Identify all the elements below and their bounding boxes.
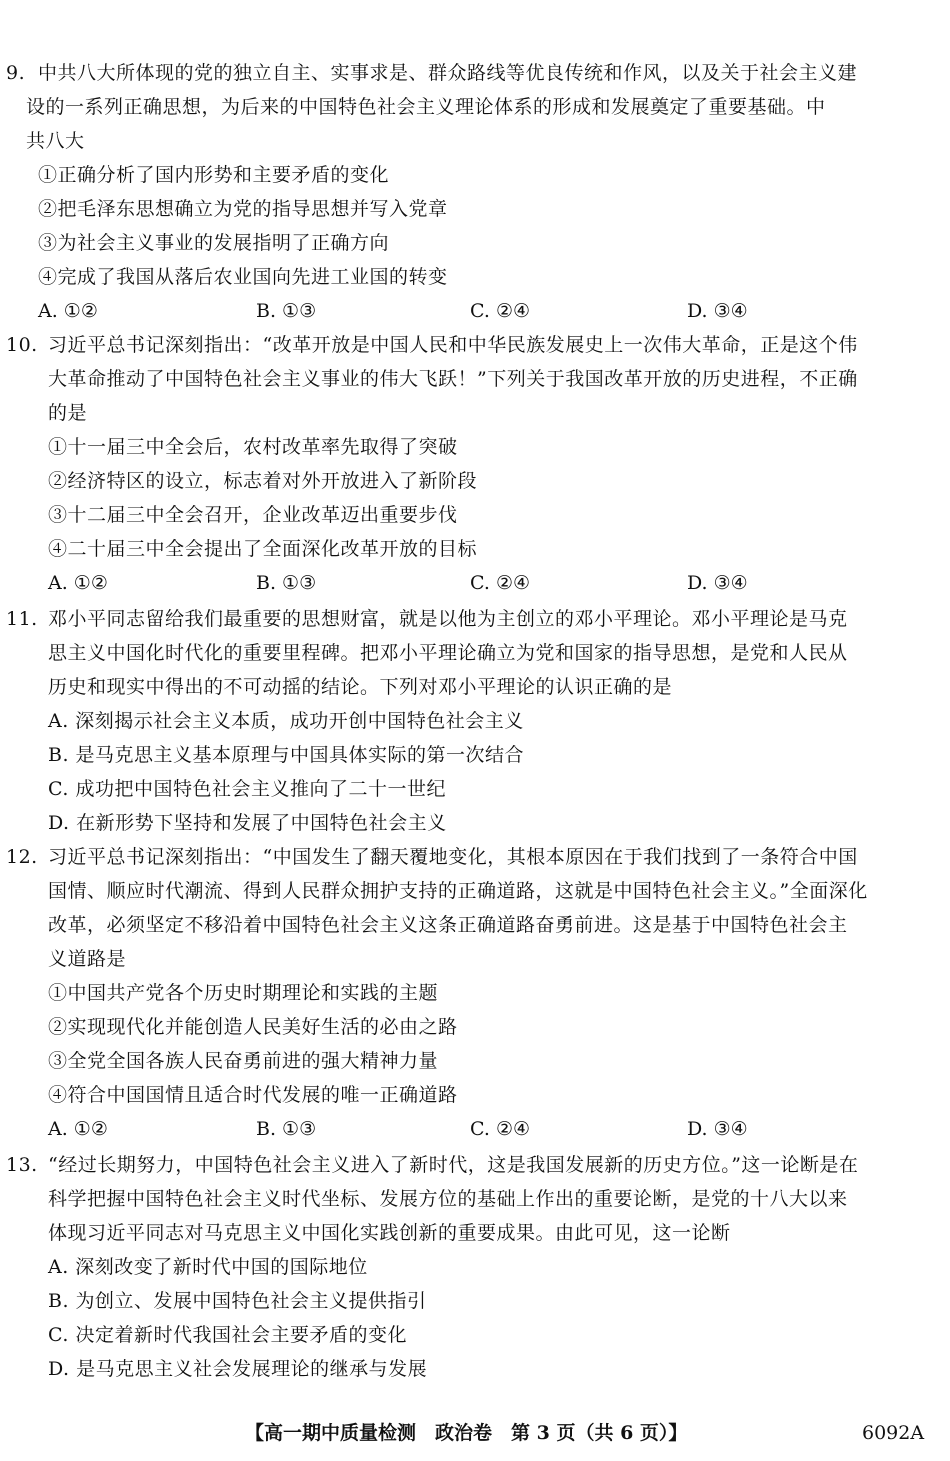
choice-a[interactable]: A. ①② bbox=[48, 572, 108, 594]
choice-b[interactable]: B. 是马克思主义基本原理与中国具体实际的第一次结合 bbox=[48, 744, 525, 766]
choice-c[interactable]: C. ②④ bbox=[470, 300, 531, 322]
footer-code: 6092A bbox=[862, 1422, 925, 1444]
question-stem-line: 的是 bbox=[48, 402, 88, 424]
statement-item: ③全党全国各族人民奋勇前进的强大精神力量 bbox=[48, 1050, 439, 1072]
statement-item: ①中国共产党各个历史时期理论和实践的主题 bbox=[48, 982, 439, 1004]
question-stem-line: 历史和现实中得出的不可动摇的结论。下列对邓小平理论的认识正确的是 bbox=[48, 676, 673, 698]
question-stem-line: 大革命推动了中国特色社会主义事业的伟大飞跃！”下列关于我国改革开放的历史进程，不正确 bbox=[48, 368, 858, 390]
question-stem-line: 思主义中国化时代化的重要里程碑。把邓小平理论确立为党和国家的指导思想，是党和人民从 bbox=[48, 642, 848, 664]
statement-item: ②实现现代化并能创造人民美好生活的必由之路 bbox=[48, 1016, 458, 1038]
choice-d[interactable]: D. ③④ bbox=[687, 1118, 748, 1140]
question-stem-line: 体现习近平同志对马克思主义中国化实践创新的重要成果。由此可见，这一论断 bbox=[48, 1222, 731, 1244]
question-number: 12. bbox=[6, 846, 38, 868]
question-number: 10. bbox=[6, 334, 38, 356]
choice-b[interactable]: B. 为创立、发展中国特色社会主义提供指引 bbox=[48, 1290, 427, 1312]
question-stem-line: 义道路是 bbox=[48, 948, 127, 970]
question-stem-line: 改革，必须坚定不移沿着中国特色社会主义这条正确道路奋勇前进。这是基于中国特色社会主 bbox=[48, 914, 848, 936]
choice-d[interactable]: D. 在新形势下坚持和发展了中国特色社会主义 bbox=[48, 812, 447, 834]
statement-item: ②把毛泽东思想确立为党的指导思想并写入党章 bbox=[38, 198, 448, 220]
question-stem-line: 设的一系列正确思想，为后来的中国特色社会主义理论体系的形成和发展奠定了重要基础。中 bbox=[26, 96, 826, 118]
choice-a[interactable]: A. ①② bbox=[38, 300, 98, 322]
statement-item: ①正确分析了国内形势和主要矛盾的变化 bbox=[38, 164, 390, 186]
question-stem-line: 科学把握中国特色社会主义时代坐标、发展方位的基础上作出的重要论断，是党的十八大以来 bbox=[48, 1188, 848, 1210]
choice-a[interactable]: A. 深刻揭示社会主义本质，成功开创中国特色社会主义 bbox=[48, 710, 524, 732]
choice-a[interactable]: A. 深刻改变了新时代中国的国际地位 bbox=[48, 1256, 368, 1278]
statement-item: ④完成了我国从落后农业国向先进工业国的转变 bbox=[38, 266, 448, 288]
question-stem-line: 共八大 bbox=[26, 130, 85, 152]
choice-d[interactable]: D. 是马克思主义社会发展理论的继承与发展 bbox=[48, 1358, 428, 1380]
choice-b[interactable]: B. ①③ bbox=[256, 1118, 317, 1140]
statement-item: ①十一届三中全会后，农村改革率先取得了突破 bbox=[48, 436, 458, 458]
choice-d[interactable]: D. ③④ bbox=[687, 572, 748, 594]
question-stem-line: 邓小平同志留给我们最重要的思想财富，就是以他为主创立的邓小平理论。邓小平理论是马克 bbox=[48, 608, 848, 630]
choice-b[interactable]: B. ①③ bbox=[256, 300, 317, 322]
statement-item: ④二十届三中全会提出了全面深化改革开放的目标 bbox=[48, 538, 478, 560]
choice-a[interactable]: A. ①② bbox=[48, 1118, 108, 1140]
page-footer bbox=[0, 1418, 950, 1448]
statement-item: ③为社会主义事业的发展指明了正确方向 bbox=[38, 232, 390, 254]
question-stem-line: 习近平总书记深刻指出：“改革开放是中国人民和中华民族发展史上一次伟大革命，正是这个伟 bbox=[48, 334, 858, 356]
footer-label: 【高一期中质量检测 政治卷 第 3 页（共 6 页）】 bbox=[245, 1422, 688, 1444]
statement-item: ③十二届三中全会召开，企业改革迈出重要步伐 bbox=[48, 504, 458, 526]
choice-d[interactable]: D. ③④ bbox=[687, 300, 748, 322]
question-number: 9. bbox=[6, 62, 26, 84]
question-stem-line: 习近平总书记深刻指出：“中国发生了翻天覆地变化，其根本原因在于我们找到了一条符合中国 bbox=[48, 846, 858, 868]
question-number: 13. bbox=[6, 1154, 38, 1176]
choice-c[interactable]: C. 成功把中国特色社会主义推向了二十一世纪 bbox=[48, 778, 446, 800]
choice-c[interactable]: C. 决定着新时代我国社会主要矛盾的变化 bbox=[48, 1324, 407, 1346]
question-stem-line: “经过长期努力，中国特色社会主义进入了新时代，这是我国发展新的历史方位。”这一论断是在 bbox=[48, 1154, 859, 1176]
choice-c[interactable]: C. ②④ bbox=[470, 572, 531, 594]
statement-item: ②经济特区的设立，标志着对外开放进入了新阶段 bbox=[48, 470, 478, 492]
choice-b[interactable]: B. ①③ bbox=[256, 572, 317, 594]
statement-item: ④符合中国国情且适合时代发展的唯一正确道路 bbox=[48, 1084, 458, 1106]
question-number: 11. bbox=[6, 608, 38, 630]
question-stem-line: 中共八大所体现的党的独立自主、实事求是、群众路线等优良传统和作风，以及关于社会主义建 bbox=[38, 62, 858, 84]
choice-c[interactable]: C. ②④ bbox=[470, 1118, 531, 1140]
question-stem-line: 国情、顺应时代潮流、得到人民群众拥护支持的正确道路，这就是中国特色社会主义。”全面深化 bbox=[48, 880, 868, 902]
